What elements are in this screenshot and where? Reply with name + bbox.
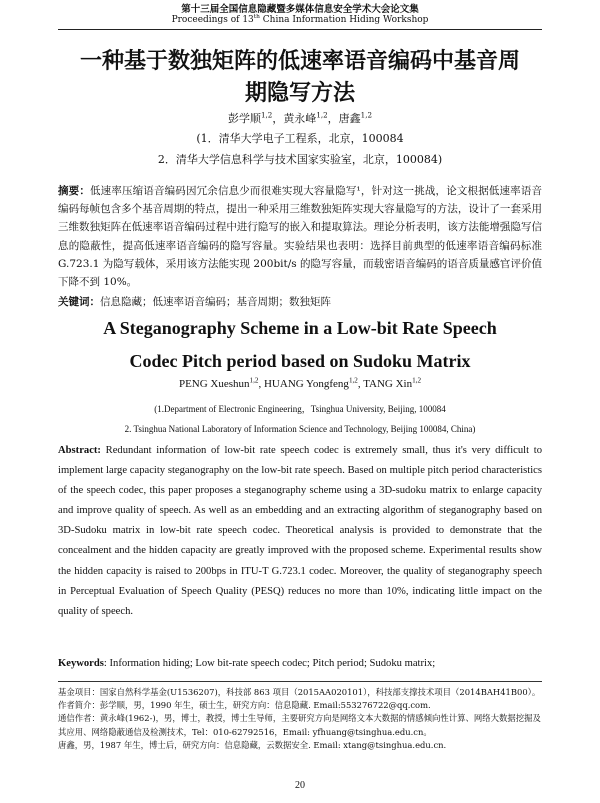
- authors-zh: 彭学顺$^{1,2}$，黄永峰$^{1,2}$，唐鑫$^{1,2}$: [227, 110, 373, 125]
- header-rule: [58, 29, 542, 30]
- abstract-zh: [58, 182, 542, 291]
- keywords-zh: 关键词：信息隐藏；低速率语音编码；基音周期；数独矩阵: [58, 296, 331, 308]
- abstract-zh-label: 摘要：: [58, 185, 90, 197]
- footnote-rule: [58, 681, 542, 682]
- abstract-en-label: Abstract:: [58, 445, 101, 456]
- footnote-funding: 基金项目：国家自然科学基金(U1536207)，科技部 863 项目（2015AA020101），科技部支撑技术项目（2014BAH41B00）。: [58, 687, 541, 697]
- affiliation-en-2: 2. Tsinghua National Laboratory of Information Science and Technology, Beijing 100084, China): [124, 424, 476, 434]
- abstract-en-text: Redundant information of low-bit rate speech codec is extremely small, thus it's very difficult to implement large capacity steganography on the low-bit rate speech. Based on multiple pitch period characteristics of the speech codec, this paper proposes a steganography scheme using a 3D-sudoku matrix to enlarge capacity and improve quality of speech. As well as an embedding and an extracting algorithm of steganography based on 3D-Sudoku matrix in low-bit rate speech codec. Theoretical analysis is provided to demonstrate that the concealment and the hidden capacity are greatly improved with the proposed scheme. Experimental results show the hidden capacity is raised to 200bps in ITU-T G.723.1 codec. Moreover, the quality of steganography speech in Perceptual Evaluation of Speech Quality (PESQ) reduces no more than 10%, indicating little impact on the quality of speech.: [58, 445, 542, 617]
- running-header-en: Proceedings of 13th China Information Hiding Workshop: [171, 14, 429, 25]
- footnote-author1: 作者简介：彭学顺，男，1990 年生，硕士生，研究方向：信息隐藏. Email:553276722@qq.com.: [58, 700, 431, 711]
- affiliation-en-1: (1.Department of Electronic Engineering，Tsinghua University, Beijing, 100084: [154, 404, 446, 414]
- keywords-en: Keywords: Information hiding; Low bit-rate speech codec; Pitch period; Sudoku matrix;: [58, 658, 436, 669]
- abstract-en: [58, 441, 542, 622]
- abstract-zh-text: 低速率压缩语音编码因冗余信息少而很难实现大容量隐写¹，针对这一挑战，论文根据低速率语音编码每帧包含多个基音周期的特点，提出一种采用三维数独矩阵实现大容量隐写的方法，设计了一套采用三维数独矩阵在低速率语音编码过程中进行隐写的嵌入和提取算法。理论分析表明，该方法能增强隐写信息的隐蔽性，提高低速率语音编码的隐写容量。实验结果也表明：选择目前典型的低速率语音编码标准 G.723.1 为隐写载体，采用该方法能实现 200bit/s 的隐写容量，而载密语音编码的语音质量感官评价值下降不到 10%。: [58, 185, 543, 289]
- affiliation-zh-2: 2．清华大学信息科学与技术国家实验室，北京，100084): [157, 153, 443, 166]
- footnotes: [58, 686, 542, 752]
- authors-en: PENG Xueshun$^{1,2}$, HUANG Yongfeng$^{1,2}$, TANG Xin$^{1,2}$: [178, 376, 422, 390]
- page-number: 20: [295, 780, 305, 791]
- running-header-zh: 第十三届全国信息隐藏暨多媒体信息安全学术大会论文集: [181, 4, 419, 15]
- footnote-corresponding: 通信作者：黄永峰(1962-)，男，博士，教授，博士生导师，主要研究方向是网络文本大数据的情感倾向性计算、网络大数据挖掘及其应用、网络隐蔽通信及检测技术，Tel：010-62792516，Email: yfhuang@tsinghua.edu.cn。: [58, 713, 541, 737]
- title-en-line1: A Steganography Scheme in a Low-bit Rate Speech: [103, 318, 497, 338]
- title-zh-line2: 期隐写方法: [244, 81, 355, 106]
- footnote-author3: 唐鑫，男，1987 年生，博士后，研究方向：信息隐藏，云数据安全. Email: xtang@tsinghua.edu.cn.: [58, 739, 447, 750]
- title-zh-line1: 一种基于数独矩阵的低速率语音编码中基音周: [79, 49, 520, 74]
- affiliation-zh-1: (1．清华大学电子工程系，北京，100084: [196, 132, 404, 145]
- title-en-line2: Codec Pitch period based on Sudoku Matrix: [129, 351, 471, 371]
